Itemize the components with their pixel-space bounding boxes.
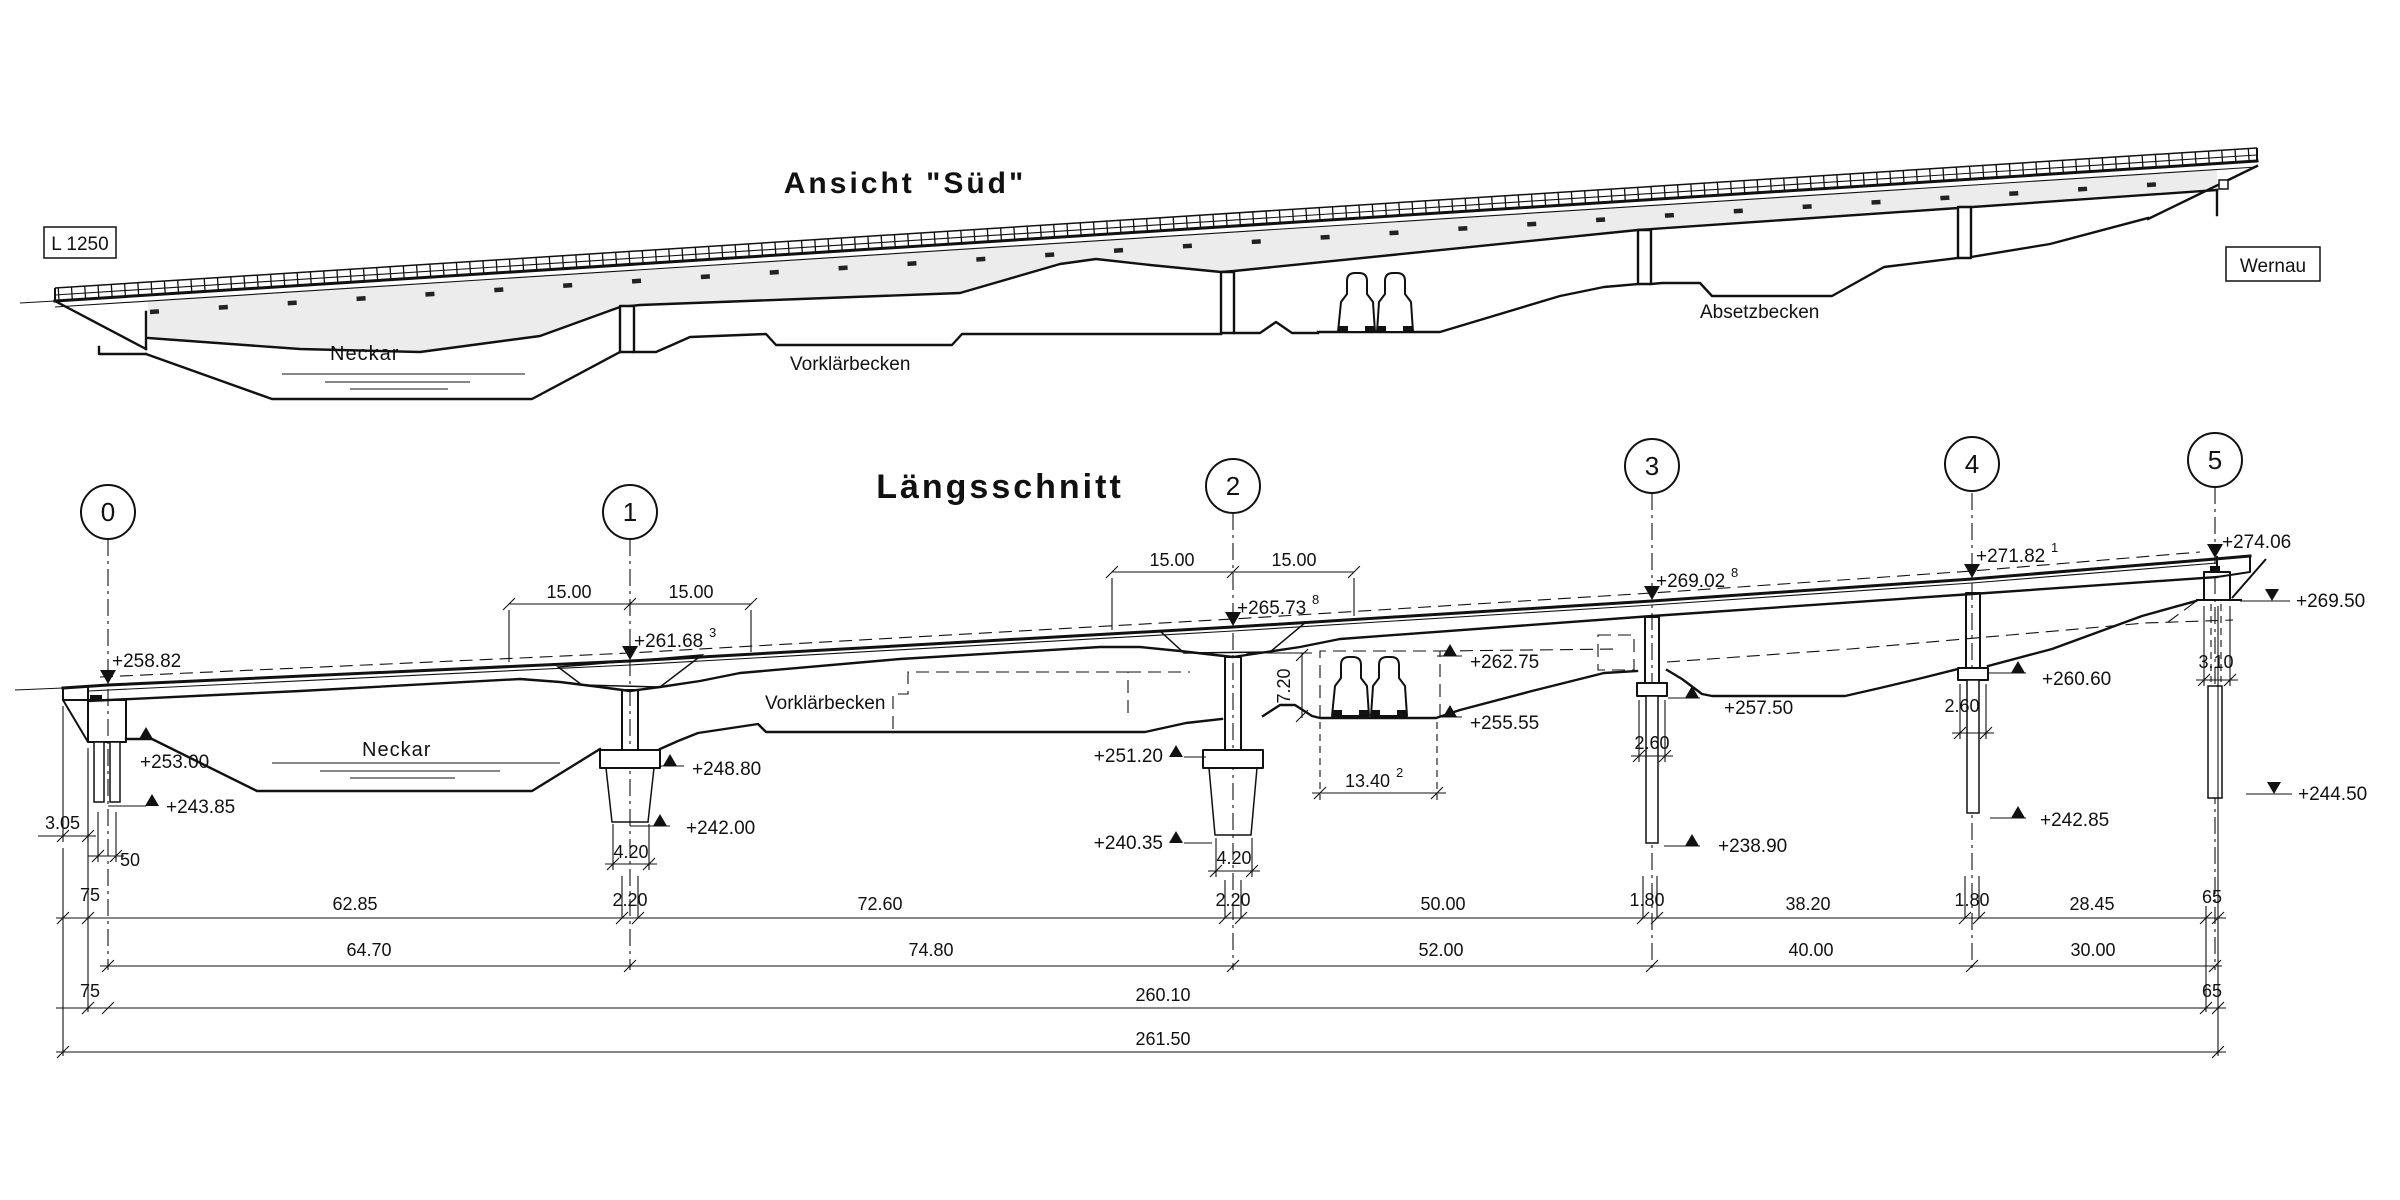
deck-level-5: +274.06 [2222, 532, 2292, 553]
dim-abut0-edge: 3.05 [44, 813, 80, 833]
axis-label-2: 2 [1225, 471, 1241, 501]
pier-4-elevation [1958, 207, 1971, 258]
axis-label-3: 3 [1644, 451, 1660, 481]
level-pier1-footing: +248.80 [692, 759, 762, 780]
dim-r3-75: 75 [79, 981, 101, 1001]
water-lines-top [282, 374, 525, 389]
basin-dashed-outline [893, 672, 1190, 729]
level-pier2-pile: +240.35 [1093, 833, 1163, 854]
dim-r2-64-70: 64.70 [346, 940, 392, 960]
deck-fascia [148, 170, 2217, 353]
dim-abut5-width: 3.10 [2198, 652, 2234, 672]
terrain-line-4 [1651, 258, 1958, 296]
terrain-line-5 [1971, 218, 2148, 257]
deck-level-0: +258.82 [112, 651, 182, 672]
level-abut0-pile: +243.85 [166, 797, 236, 818]
river-label-top: Neckar [330, 343, 400, 365]
dim-r1-2-20b: 2.20 [1215, 890, 1251, 910]
terrain-line-3 [1234, 284, 1638, 333]
deck-level-2-sup: 8 [1312, 592, 1320, 607]
sign-right-label: Wernau [2239, 256, 2307, 277]
deck-edge-line [55, 167, 2257, 307]
abutment-0 [63, 695, 126, 802]
dim-r2-40-00: 40.00 [1788, 940, 1834, 960]
dim-span-p1-left: 15.00 [546, 582, 592, 602]
rail-tubes-top [1338, 273, 1413, 332]
dim-r1-50-00: 50.00 [1420, 894, 1466, 914]
dashed-slope-abut5 [2168, 600, 2198, 622]
dim-r1-38-20: 38.20 [1785, 894, 1831, 914]
level-rail-base: +255.55 [1470, 713, 1540, 734]
dim-r2-52-00: 52.00 [1418, 940, 1464, 960]
dim-abut0-pile: 50 [120, 850, 141, 870]
basin-left-label-top: Vorklärbecken [790, 354, 911, 375]
dim-rail-width-sup: 2 [1396, 765, 1404, 780]
railing-mid-rail [55, 155, 2257, 295]
deck-level-1: +261.68 [634, 631, 704, 652]
sign-left-label: L 1250 [51, 234, 109, 255]
axis-label-4: 4 [1964, 449, 1980, 479]
level-pier2-footing: +251.20 [1093, 746, 1163, 767]
deck-level-4: +271.82 [1976, 546, 2046, 567]
level-abut0-ground: +253.00 [140, 752, 210, 773]
deck-level-marks [100, 532, 2291, 684]
deck-level-3: +269.02 [1656, 571, 1726, 592]
pier-2-elevation [1221, 272, 1234, 333]
dashed-terrain-right [1667, 620, 2233, 662]
level-abut5-ground: +269.50 [2296, 591, 2366, 612]
dim-r1-75: 75 [79, 885, 101, 905]
dim-r3-260-10: 260.10 [1135, 985, 1191, 1005]
dim-pier4-found: 2.60 [1944, 696, 1980, 716]
dim-pier3-found: 2.60 [1634, 733, 1670, 753]
dim-r1-28-45: 28.45 [2069, 894, 2115, 914]
dim-r1-62-85: 62.85 [332, 894, 378, 914]
dim-r3-65: 65 [2201, 981, 2223, 1001]
level-abut5-pile: +244.50 [2298, 784, 2368, 805]
water-lines-section [272, 763, 560, 778]
dim-r4-261-50: 261.50 [1135, 1029, 1191, 1049]
dim-r1-65: 65 [2201, 887, 2223, 907]
dim-r1-2-20a: 2.20 [612, 890, 648, 910]
deck-top-edge [55, 161, 2257, 301]
approach-line [20, 301, 55, 303]
rail-tubes-section [1332, 657, 1407, 716]
dim-rail-width: 13.40 [1345, 771, 1391, 791]
dim-span-p2-right: 15.00 [1271, 550, 1317, 570]
basin-right-label-top: Absetzbecken [1700, 302, 1820, 323]
axis-label-5: 5 [2207, 445, 2223, 475]
section-view [15, 433, 2367, 1058]
terrain-line-2 [634, 334, 1221, 352]
river-label-section: Neckar [362, 739, 432, 761]
dim-r1-72-60: 72.60 [857, 894, 903, 914]
pier-3-elevation [1638, 230, 1651, 284]
axis-label-1: 1 [622, 497, 638, 527]
axis-markers [81, 433, 2242, 539]
bearing-mark [2219, 180, 2228, 189]
abutment-left-top [55, 301, 146, 349]
axis-label-0: 0 [100, 497, 116, 527]
level-basin-floor: +257.50 [1724, 698, 1794, 719]
dim-r1-1-80a: 1.80 [1629, 890, 1665, 910]
basin-label-section: Vorklärbecken [765, 693, 886, 714]
deck-level-3-sup: 8 [1731, 565, 1739, 580]
dim-span-p2-left: 15.00 [1149, 550, 1195, 570]
deck-level-2: +265.73 [1237, 598, 1307, 619]
dashed-terrain-mid [1440, 649, 1620, 651]
railing-top-rail [55, 148, 2257, 288]
pier-1-elevation [620, 306, 634, 352]
dim-span-p1-right: 15.00 [668, 582, 714, 602]
section-title: Längsschnitt [876, 468, 1124, 506]
level-rail-top: +262.75 [1470, 652, 1540, 673]
level-pier3-pile: +238.90 [1718, 836, 1788, 857]
deck-level-4-sup: 1 [2051, 540, 2059, 555]
ground-level-marks [108, 589, 2367, 857]
dim-clearance: 7.20 [1274, 668, 1294, 704]
level-pier1-pile: +242.00 [686, 818, 756, 839]
dashed-box-pier3 [1598, 635, 1634, 670]
top-view-title: Ansicht "Süd" [783, 167, 1027, 200]
deck-level-1-sup: 3 [709, 625, 717, 640]
dim-r2-74-80: 74.80 [908, 940, 954, 960]
top-view [20, 148, 2320, 399]
level-pier4-footing: +260.60 [2042, 669, 2112, 690]
level-pier4-pile: +242.85 [2040, 810, 2110, 831]
dim-pier2-pile: 4.20 [1216, 848, 1252, 868]
dim-pier1-pile: 4.20 [613, 842, 649, 862]
dim-r2-30-00: 30.00 [2070, 940, 2116, 960]
dim-r1-1-80b: 1.80 [1954, 890, 1990, 910]
